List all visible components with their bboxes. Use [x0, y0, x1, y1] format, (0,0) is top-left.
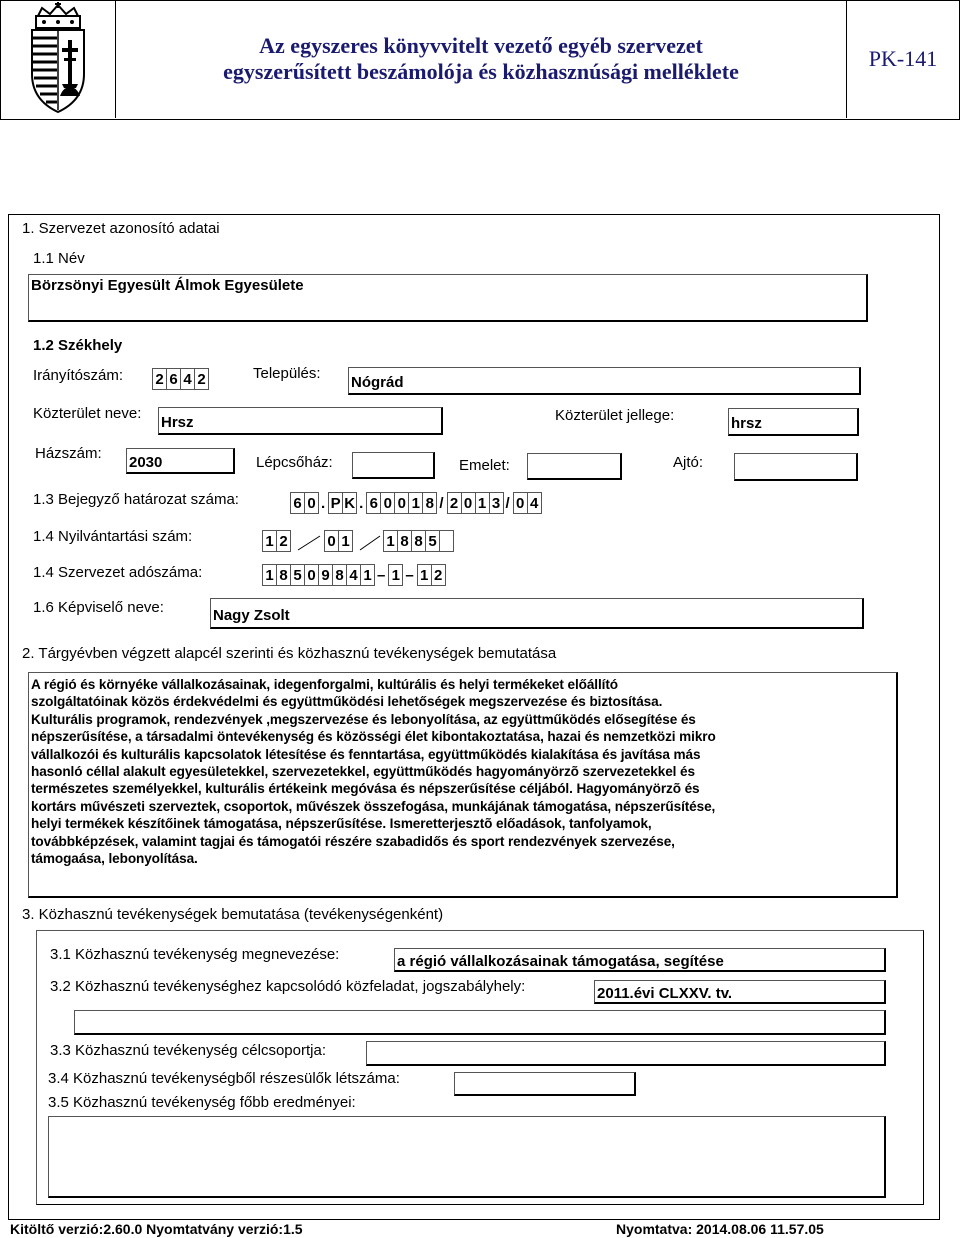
- description-line: támogaása, lebonyolítása.: [31, 851, 198, 867]
- beneficiaries-value: [455, 1073, 634, 1076]
- form-title-line1: Az egyszeres könyvvitelt vezető egyéb szervezet: [259, 33, 703, 58]
- registry-label: 1.4 Nyilvántartási szám:: [33, 528, 193, 545]
- separator: /: [505, 494, 510, 512]
- door-field[interactable]: [734, 453, 858, 481]
- rep-field[interactable]: [210, 598, 864, 629]
- digit-box[interactable]: 1: [417, 564, 432, 586]
- digit-box[interactable]: 2: [276, 530, 291, 552]
- digit-box[interactable]: 0: [394, 492, 409, 514]
- digit-box[interactable]: 0: [304, 492, 319, 514]
- name-label: 1.1 Név: [33, 250, 85, 267]
- reg-decision-digits[interactable]: [290, 492, 541, 514]
- digit-box[interactable]: 2: [152, 368, 167, 390]
- digit-box[interactable]: 8: [411, 530, 426, 552]
- target-group-label: 3.3 Közhasznú tevékenység célcsoportja:: [50, 1042, 326, 1059]
- street-type-field[interactable]: [728, 408, 859, 436]
- digit-box[interactable]: 8: [397, 530, 412, 552]
- street-field[interactable]: [158, 407, 443, 435]
- hungarian-coat-of-arms-icon: [0, 0, 115, 118]
- public-task-field-2[interactable]: [74, 1010, 886, 1035]
- street-value: Hrsz: [161, 414, 194, 431]
- digit-box[interactable]: 6: [166, 368, 181, 390]
- activity-description-text: [29, 673, 896, 867]
- form-title: [116, 0, 847, 118]
- floor-field[interactable]: [527, 453, 622, 480]
- description-line: népszerűsítése, a társadalmi öntevékenység és közösségi élet kibontakoztatása, hazai és nemzetközi mikro: [31, 729, 716, 745]
- description-line: hasonló céllal alakult egyesületekkel, szervezetekkel, együttműködés hagyományörzõ szervezetekkel és: [31, 764, 695, 780]
- description-line: szolgáltatóinak közös érdekvédelmi és együttműködési lehetőségek megszervezése és biztosítása.: [31, 694, 663, 710]
- street-type-value: hrsz: [731, 415, 762, 432]
- digit-box[interactable]: 0: [513, 492, 528, 514]
- digit-box[interactable]: 6: [366, 492, 381, 514]
- activity-name-label: 3.1 Közhasznú tevékenység megnevezése:: [50, 946, 340, 963]
- digit-box[interactable]: 1: [388, 564, 403, 586]
- form-title-line2: egyszerűsített beszámolója és közhasznúsági melléklete: [223, 59, 739, 84]
- digit-box[interactable]: 1: [408, 492, 423, 514]
- name-value: Börzsönyi Egyesült Álmok Egyesülete: [31, 277, 304, 294]
- separator: .: [359, 494, 364, 512]
- street-type-label: Közterület jellege:: [555, 407, 675, 424]
- digit-box[interactable]: 1: [475, 492, 490, 514]
- street-label: Közterület neve:: [33, 405, 142, 422]
- public-task-value-2: [75, 1011, 884, 1014]
- results-label: 3.5 Közhasznú tevékenység főbb eredményei:: [48, 1094, 356, 1111]
- footer-printed: Nyomtatva: 2014.08.06 11.57.05: [616, 1221, 824, 1237]
- digit-box[interactable]: 1: [360, 564, 375, 586]
- separator: /: [439, 494, 444, 512]
- seat-label: 1.2 Székhely: [33, 337, 123, 354]
- description-line: természetes személyekkel, kulturális értékeink megóvása és népszerűsítése céljából. Hagyományörzõ és: [31, 781, 700, 797]
- separator: –: [377, 566, 386, 584]
- door-label: Ajtó:: [673, 454, 704, 471]
- zip-label: Irányítószám:: [33, 367, 124, 384]
- digit-box[interactable]: 9: [318, 564, 333, 586]
- digit-box[interactable]: 4: [180, 368, 195, 390]
- tax-label: 1.4 Szervezet adószáma:: [33, 564, 203, 581]
- name-field[interactable]: [28, 274, 868, 322]
- description-line: A régió és környéke vállalkozásainak, idegenforgalmi, kultúrális és helyi termékeket előállító: [31, 677, 618, 692]
- digit-box[interactable]: [439, 530, 454, 552]
- digit-box[interactable]: 8: [332, 564, 347, 586]
- target-group-value: [367, 1042, 884, 1045]
- digit-box[interactable]: 8: [276, 564, 291, 586]
- activity-name-field[interactable]: [394, 948, 886, 972]
- description-line: vállalkozói és kulturális kapcsolatok létesítése és fenntartása, együttműködés kialakítása és javítása más: [31, 746, 701, 762]
- house-label: Házszám:: [35, 445, 102, 462]
- description-line: Kulturális programok, rendezvények ,megszervezése és lebonyolítása, az együttműködés elősegítése és: [31, 711, 696, 727]
- public-task-value: 2011.évi CLXXV. tv.: [597, 985, 733, 1002]
- floor-value: [528, 454, 620, 457]
- public-task-label: 3.2 Közhasznú tevékenységhez kapcsolódó közfeladat, jogszabályhely:: [50, 978, 526, 995]
- floor-label: Emelet:: [459, 457, 510, 474]
- beneficiaries-field[interactable]: [454, 1072, 636, 1096]
- digit-box[interactable]: 8: [422, 492, 437, 514]
- digit-box[interactable]: 1: [338, 530, 353, 552]
- results-value: [49, 1117, 884, 1120]
- town-field[interactable]: [348, 367, 861, 395]
- digit-box[interactable]: 4: [346, 564, 361, 586]
- activity-name-value: a régió vállalkozásainak támogatása, segítése: [397, 953, 724, 970]
- town-label: Település:: [253, 365, 321, 382]
- results-field[interactable]: [48, 1116, 886, 1198]
- target-group-field[interactable]: [366, 1041, 886, 1066]
- digit-box[interactable]: K: [342, 492, 357, 514]
- section1-title: 1. Szervezet azonosító adatai: [22, 220, 220, 237]
- digit-box[interactable]: P: [328, 492, 343, 514]
- stair-label: Lépcsőház:: [256, 454, 333, 471]
- digit-box[interactable]: 0: [380, 492, 395, 514]
- digit-box[interactable]: 1: [383, 530, 398, 552]
- footer-version: Kitöltő verzió:2.60.0 Nyomtatvány verzió:1.5: [10, 1221, 303, 1237]
- digit-box[interactable]: 6: [290, 492, 305, 514]
- registry-digits[interactable]: [262, 528, 477, 554]
- public-task-field[interactable]: [594, 980, 886, 1004]
- tax-digits[interactable]: [262, 564, 445, 586]
- digit-box[interactable]: 2: [431, 564, 446, 586]
- section3-title: 3. Közhasznú tevékenységek bemutatása (tevékenységenként): [22, 906, 444, 923]
- stair-value: [353, 453, 433, 456]
- beneficiaries-label: 3.4 Közhasznú tevékenységből részesülők létszáma:: [48, 1070, 400, 1087]
- separator: –: [405, 566, 414, 584]
- digit-box[interactable]: 1: [262, 564, 277, 586]
- rep-label: 1.6 Képviselő neve:: [33, 599, 164, 616]
- description-line: helyi termékek készítőinek támogatása, népszerűsítése. Ismeretterjesztõ előadások, tanfolyamok,: [31, 816, 652, 832]
- section2-title: 2. Tárgyévben végzett alapcél szerinti és közhasznú tevékenységek bemutatása: [22, 645, 557, 662]
- rep-value: Nagy Zsolt: [213, 607, 290, 624]
- form-code: PK-141: [868, 46, 938, 71]
- stair-field[interactable]: [352, 452, 435, 479]
- digit-box[interactable]: 2: [447, 492, 462, 514]
- activity-description-field[interactable]: [28, 672, 898, 898]
- digit-box[interactable]: 0: [304, 564, 319, 586]
- digit-box[interactable]: 3: [489, 492, 504, 514]
- digit-box[interactable]: 1: [262, 530, 277, 552]
- digit-box[interactable]: 5: [290, 564, 305, 586]
- door-value: [735, 454, 856, 457]
- description-line: továbbképzések, valamint tagjai és támogatói részére szabadidős és sport rendezvények szervezése,: [31, 833, 675, 849]
- house-field[interactable]: [126, 448, 235, 474]
- digit-box[interactable]: 4: [527, 492, 542, 514]
- reg-decision-label: 1.3 Bejegyző határozat száma:: [33, 491, 239, 508]
- digit-box[interactable]: 2: [194, 368, 209, 390]
- town-value: Nógrád: [351, 374, 404, 391]
- zip-digits[interactable]: [152, 368, 208, 390]
- separator: .: [321, 494, 326, 512]
- house-value: 2030: [129, 454, 163, 471]
- digit-box[interactable]: 0: [324, 530, 339, 552]
- logo-cell: [0, 0, 116, 118]
- digit-box[interactable]: 0: [461, 492, 476, 514]
- description-line: kortárs művészeti szerveztek, csoportok, művészek összefogása, munkájának támogatása, népszerűsítése,: [31, 798, 716, 814]
- digit-box[interactable]: 5: [425, 530, 440, 552]
